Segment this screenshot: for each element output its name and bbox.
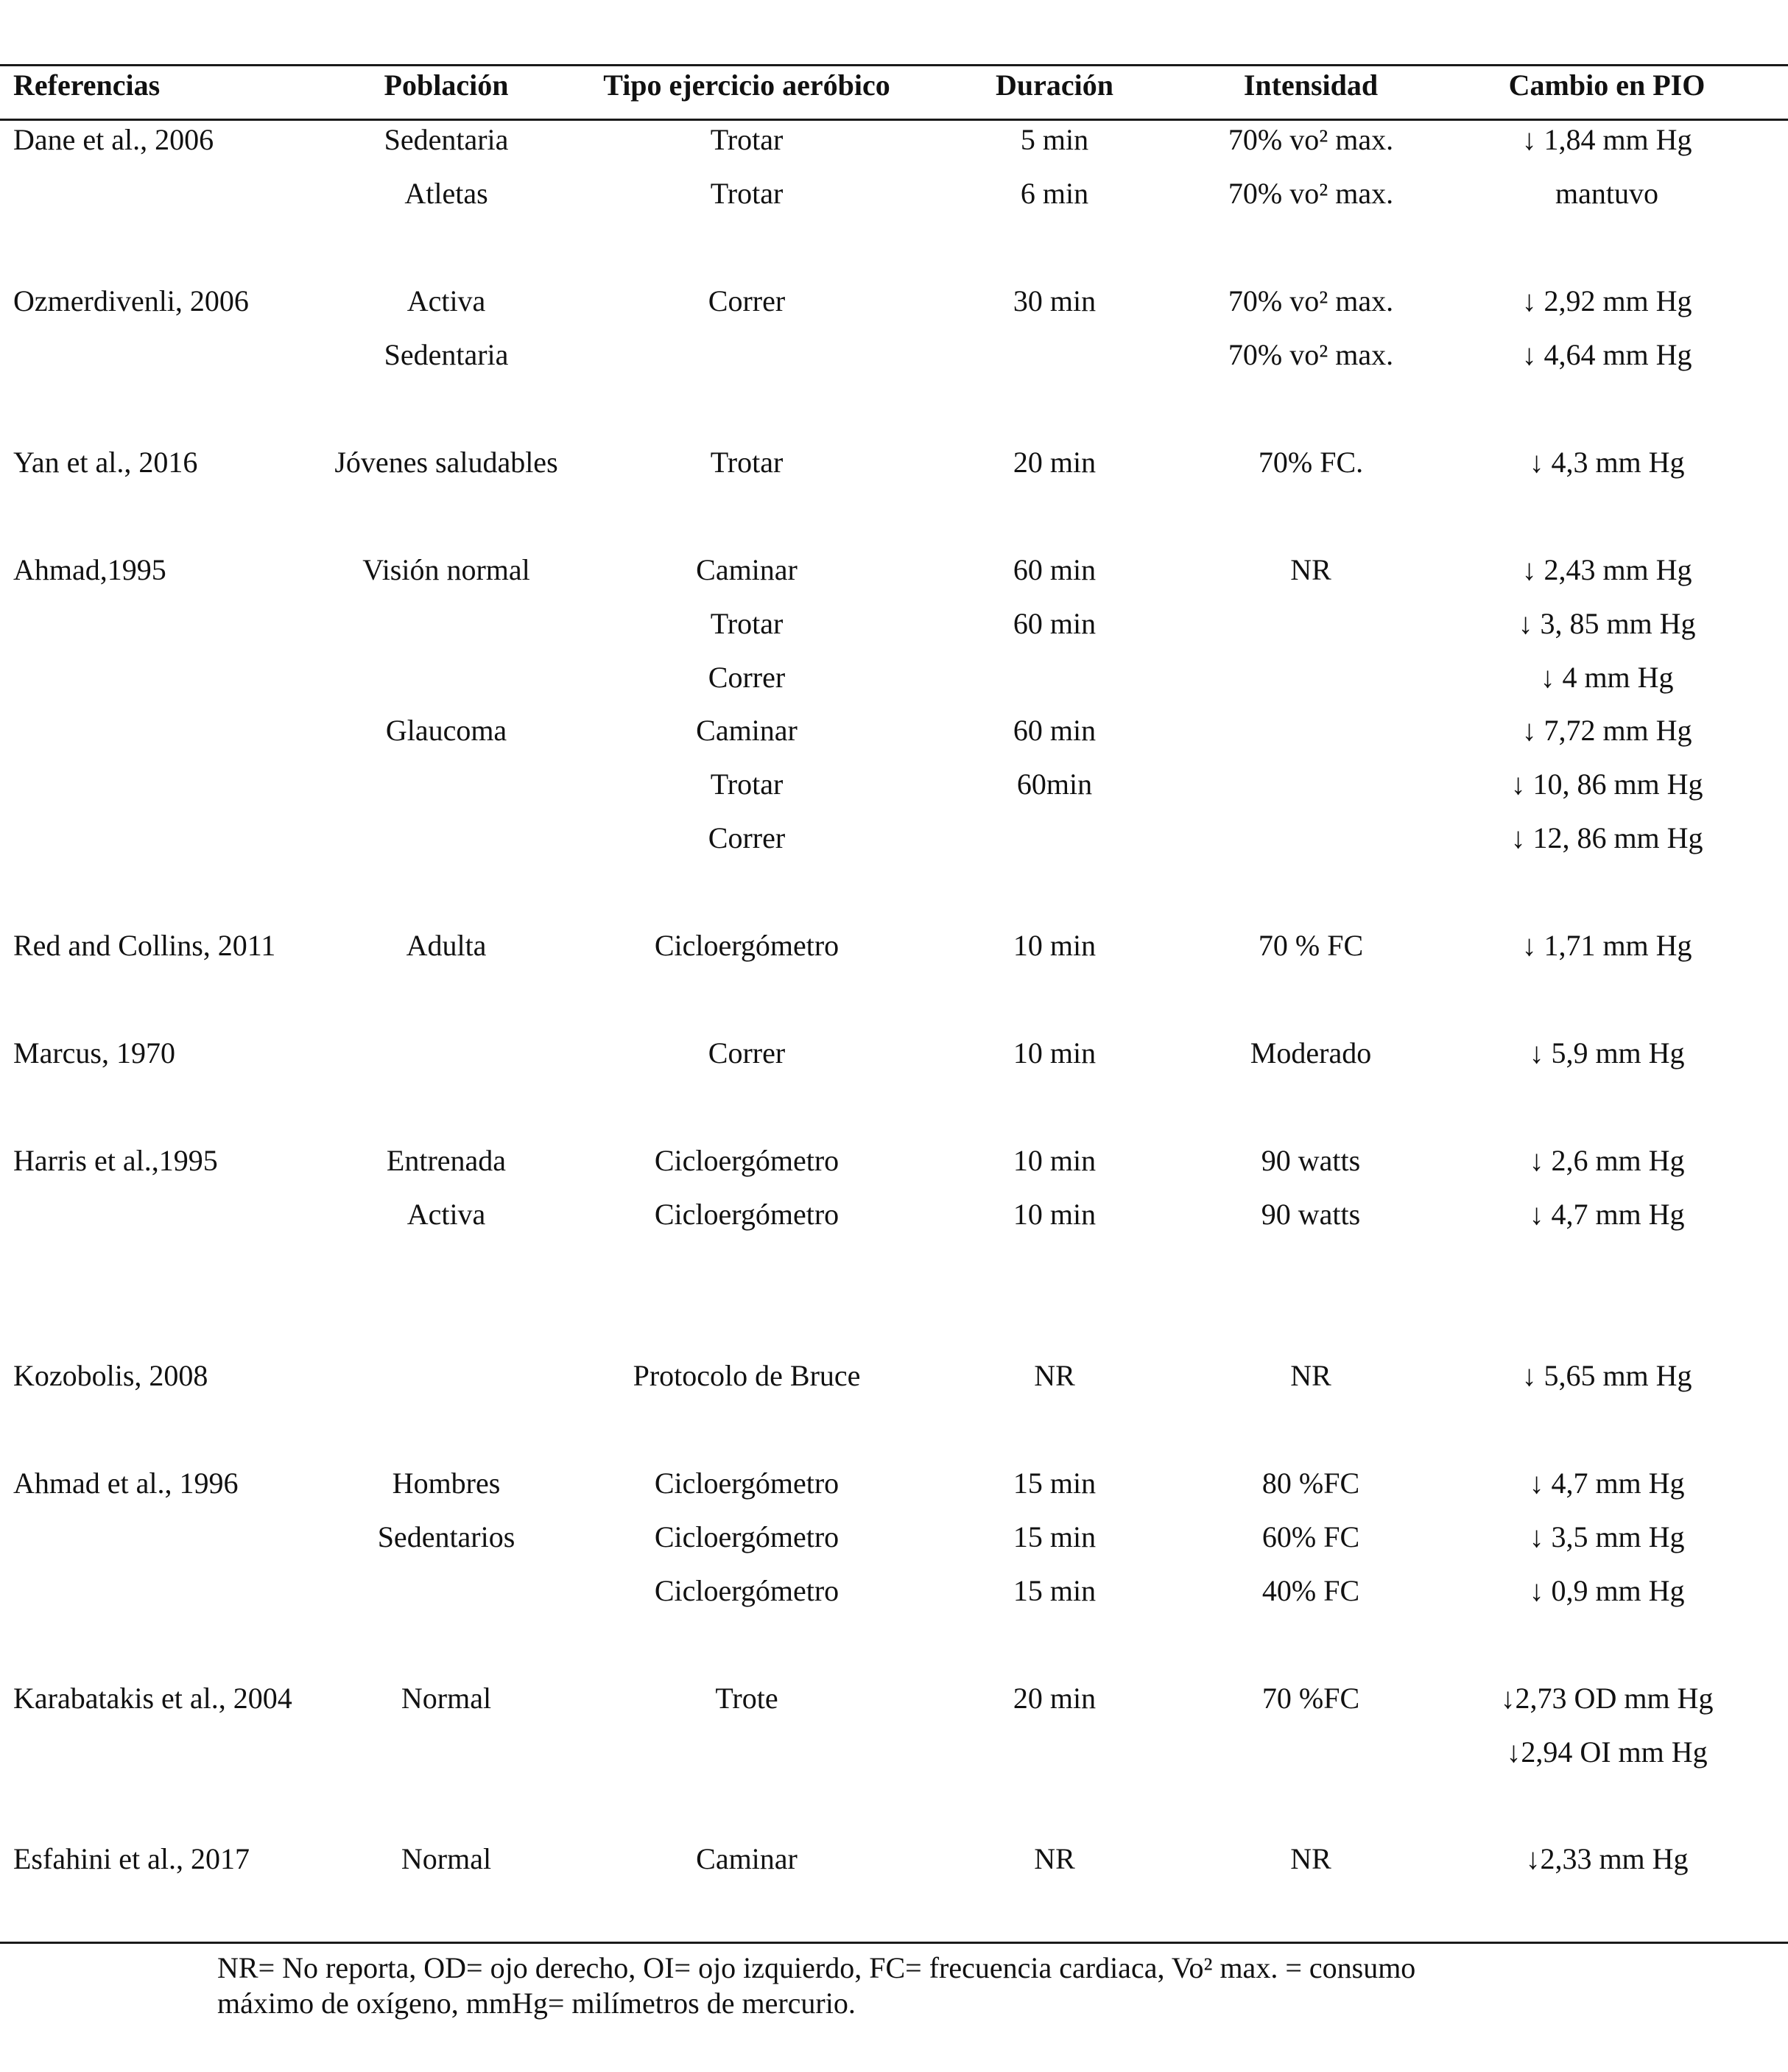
cell-exercise-type: Trotar bbox=[710, 768, 784, 801]
header-population: Población bbox=[384, 69, 509, 102]
cell-intensity: 70% vo² max. bbox=[1228, 123, 1394, 156]
cell-population: Normal bbox=[401, 1842, 492, 1876]
cell-intensity: 70 % FC bbox=[1258, 929, 1364, 963]
cell-iop-change: ↓ 0,9 mm Hg bbox=[1529, 1573, 1685, 1607]
cell-population: Atletas bbox=[404, 176, 488, 210]
cell-iop-change: ↓2,73 OD mm Hg bbox=[1500, 1681, 1714, 1715]
cell-duration: NR bbox=[1034, 1842, 1075, 1876]
cell-population: Hombres bbox=[392, 1466, 501, 1500]
cell-population: Activa bbox=[406, 284, 486, 317]
cell-intensity: 60% FC bbox=[1261, 1520, 1360, 1553]
cell-population: Glaucoma bbox=[385, 714, 507, 748]
cell-exercise-type: Caminar bbox=[696, 714, 798, 748]
cell-exercise-type: Trotar bbox=[710, 445, 784, 479]
cell-duration: 60 min bbox=[1013, 552, 1097, 586]
cell-exercise-type: Correr bbox=[708, 660, 786, 694]
cell-reference: Ahmad et al., 1996 bbox=[13, 1466, 239, 1500]
cell-population: Adulta bbox=[406, 929, 487, 963]
cell-reference: Esfahini et al., 2017 bbox=[13, 1842, 250, 1876]
cell-duration: 20 min bbox=[1013, 1681, 1097, 1715]
cell-duration: 6 min bbox=[1020, 176, 1089, 210]
cell-population: Activa bbox=[406, 1198, 486, 1231]
cell-population: Visión normal bbox=[362, 552, 530, 586]
cell-reference: Marcus, 1970 bbox=[13, 1036, 175, 1070]
cell-iop-change: ↓ 1,71 mm Hg bbox=[1521, 929, 1692, 963]
cell-exercise-type: Cicloergómetro bbox=[654, 1573, 840, 1607]
cell-duration: 15 min bbox=[1013, 1466, 1097, 1500]
cell-duration: 15 min bbox=[1013, 1520, 1097, 1553]
cell-duration: 5 min bbox=[1020, 123, 1089, 156]
header-intensity: Intensidad bbox=[1243, 69, 1379, 102]
cell-population: Jóvenes saludables bbox=[334, 445, 558, 479]
cell-exercise-type: Trotar bbox=[710, 176, 784, 210]
cell-duration: 10 min bbox=[1013, 929, 1097, 963]
cell-population: Sedentaria bbox=[384, 123, 509, 156]
cell-duration: 60min bbox=[1016, 768, 1093, 801]
header-duration: Duración bbox=[996, 69, 1113, 102]
cell-reference: Harris et al.,1995 bbox=[13, 1144, 218, 1178]
cell-intensity: 70% FC. bbox=[1258, 445, 1364, 479]
cell-intensity: 70% vo² max. bbox=[1228, 176, 1394, 210]
cell-duration: 10 min bbox=[1013, 1144, 1097, 1178]
cell-iop-change: ↓ 5,9 mm Hg bbox=[1529, 1036, 1685, 1070]
cell-intensity: 90 watts bbox=[1261, 1198, 1361, 1231]
header-iop-change: Cambio en PIO bbox=[1508, 69, 1706, 102]
cell-iop-change: ↓ 10, 86 mm Hg bbox=[1510, 768, 1703, 801]
footnote-line-1: NR= No reporta, OD= ojo derecho, OI= ojo izquierdo, FC= frecuencia cardiaca, Vo² max. = consumo bbox=[217, 1951, 1416, 1984]
cell-iop-change: ↓ 3,5 mm Hg bbox=[1529, 1520, 1685, 1553]
cell-reference: Ahmad,1995 bbox=[13, 552, 166, 586]
cell-iop-change: mantuvo bbox=[1555, 176, 1658, 210]
cell-duration: 60 min bbox=[1013, 606, 1097, 640]
cell-iop-change: ↓ 12, 86 mm Hg bbox=[1510, 821, 1703, 855]
cell-duration: 10 min bbox=[1013, 1036, 1097, 1070]
cell-population: Sedentarios bbox=[377, 1520, 515, 1553]
cell-exercise-type: Protocolo de Bruce bbox=[633, 1358, 861, 1392]
cell-reference: Yan et al., 2016 bbox=[13, 445, 198, 479]
cell-population: Normal bbox=[401, 1681, 492, 1715]
cell-reference: Kozobolis, 2008 bbox=[13, 1358, 208, 1392]
cell-population: Entrenada bbox=[386, 1144, 507, 1178]
cell-intensity: 70% vo² max. bbox=[1228, 284, 1394, 317]
cell-exercise-type: Correr bbox=[708, 821, 786, 855]
cell-exercise-type: Correr bbox=[708, 1036, 786, 1070]
header-bottom-rule bbox=[0, 119, 1788, 121]
cell-exercise-type: Cicloergómetro bbox=[654, 929, 840, 963]
cell-intensity: NR bbox=[1290, 1358, 1331, 1392]
cell-intensity: 70% vo² max. bbox=[1228, 337, 1394, 371]
footnote-line-2: máximo de oxígeno, mmHg= milímetros de mercurio. bbox=[217, 1987, 856, 2020]
table-footnote bbox=[217, 1950, 1415, 2021]
cell-exercise-type: Cicloergómetro bbox=[654, 1520, 840, 1553]
cell-intensity: Moderado bbox=[1250, 1036, 1372, 1070]
header-exercise-type: Tipo ejercicio aeróbico bbox=[603, 69, 890, 102]
cell-iop-change: ↓2,33 mm Hg bbox=[1525, 1842, 1689, 1876]
cell-intensity: 80 %FC bbox=[1261, 1466, 1360, 1500]
cell-intensity: NR bbox=[1290, 1842, 1331, 1876]
cell-intensity: NR bbox=[1290, 552, 1331, 586]
cell-duration: 30 min bbox=[1013, 284, 1097, 317]
table-top-rule bbox=[0, 64, 1788, 66]
cell-exercise-type: Cicloergómetro bbox=[654, 1144, 840, 1178]
cell-duration: 20 min bbox=[1013, 445, 1097, 479]
cell-iop-change: ↓ 2,6 mm Hg bbox=[1529, 1144, 1685, 1178]
cell-reference: Dane et al., 2006 bbox=[13, 123, 214, 156]
cell-exercise-type: Cicloergómetro bbox=[654, 1466, 840, 1500]
cell-exercise-type: Trote bbox=[715, 1681, 778, 1715]
cell-population: Sedentaria bbox=[384, 337, 509, 371]
cell-exercise-type: Trotar bbox=[710, 123, 784, 156]
cell-duration: 60 min bbox=[1013, 714, 1097, 748]
cell-iop-change: ↓2,94 OI mm Hg bbox=[1506, 1735, 1708, 1769]
cell-exercise-type: Caminar bbox=[696, 552, 798, 586]
cell-duration: 10 min bbox=[1013, 1198, 1097, 1231]
cell-iop-change: ↓ 5,65 mm Hg bbox=[1521, 1358, 1692, 1392]
cell-iop-change: ↓ 2,43 mm Hg bbox=[1521, 552, 1692, 586]
cell-iop-change: ↓ 2,92 mm Hg bbox=[1521, 284, 1692, 317]
cell-intensity: 40% FC bbox=[1261, 1573, 1360, 1607]
cell-intensity: 90 watts bbox=[1261, 1144, 1361, 1178]
cell-duration: NR bbox=[1034, 1358, 1075, 1392]
cell-iop-change: ↓ 4,64 mm Hg bbox=[1521, 337, 1692, 371]
cell-reference: Ozmerdivenli, 2006 bbox=[13, 284, 249, 317]
cell-reference: Red and Collins, 2011 bbox=[13, 929, 276, 963]
cell-iop-change: ↓ 3, 85 mm Hg bbox=[1518, 606, 1696, 640]
header-reference: Referencias bbox=[13, 69, 161, 102]
cell-exercise-type: Cicloergómetro bbox=[654, 1198, 840, 1231]
cell-iop-change: ↓ 1,84 mm Hg bbox=[1521, 123, 1692, 156]
cell-iop-change: ↓ 7,72 mm Hg bbox=[1521, 714, 1692, 748]
cell-exercise-type: Trotar bbox=[710, 606, 784, 640]
cell-duration: 15 min bbox=[1013, 1573, 1097, 1607]
cell-iop-change: ↓ 4 mm Hg bbox=[1540, 660, 1674, 694]
cell-intensity: 70 %FC bbox=[1261, 1681, 1360, 1715]
cell-exercise-type: Caminar bbox=[696, 1842, 798, 1876]
table-bottom-rule bbox=[0, 1942, 1788, 1944]
cell-iop-change: ↓ 4,7 mm Hg bbox=[1529, 1198, 1685, 1231]
cell-reference: Karabatakis et al., 2004 bbox=[13, 1681, 292, 1715]
cell-iop-change: ↓ 4,3 mm Hg bbox=[1529, 445, 1685, 479]
cell-iop-change: ↓ 4,7 mm Hg bbox=[1529, 1466, 1685, 1500]
cell-exercise-type: Correr bbox=[708, 284, 786, 317]
